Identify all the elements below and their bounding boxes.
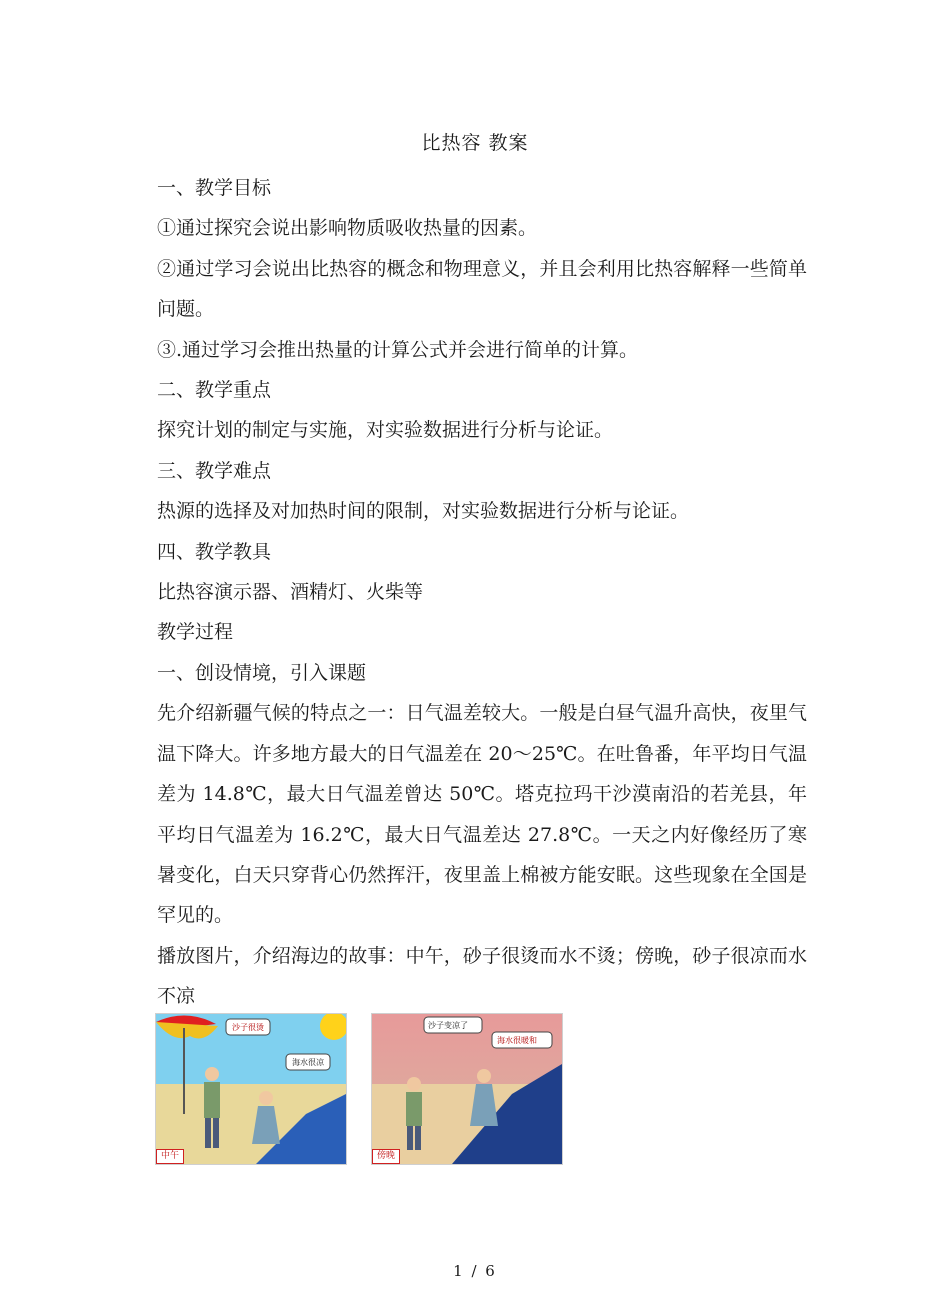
climate-paragraph: 先介绍新疆气候的特点之一：日气温差较大。一般是白昼气温升高快，夜里气温下降大。许多地方最大的日气温差在 20～25℃。在吐鲁番，年平均日气温差为 14.8℃，最大日气温差曾达 50℃。塔克拉玛干沙漠南沿的若羌县，年平均日气温差为 16.2℃，最大日气温差达 27.8℃。一天之内好像经历了寒暑变化，白天只穿背心仍然挥汗，夜里盖上棉被方能安眠。这些现象在全国是罕见的。	[157, 702, 807, 927]
objective-2: ②通过学习会说出比热容的概念和物理意义，并且会利用比热容解释一些简单问题。	[157, 257, 807, 321]
document-title: 比热容 教案	[421, 132, 529, 154]
page-number: 1 / 6	[453, 1262, 497, 1280]
noon-panel	[155, 1013, 347, 1165]
heading-objectives: 一、教学目标	[157, 177, 272, 199]
noon-bubble-man: 沙子很烫	[232, 1023, 264, 1032]
evening-bubble-girl: 海水很暖和	[497, 1036, 537, 1045]
evening-tag: 傍晚	[372, 1149, 400, 1164]
heading-teaching-aids: 四、教学教具	[157, 540, 272, 563]
noon-bubble-girl: 海水很凉	[292, 1058, 324, 1067]
objective-3: ③.通过学习会推出热量的计算公式并会进行简单的计算。	[157, 338, 639, 361]
heading-key-points: 二、教学重点	[157, 379, 272, 402]
heading-process: 教学过程	[157, 621, 234, 644]
key-points-text: 探究计划的制定与实施，对实验数据进行分析与论证。	[157, 419, 614, 442]
beach-story-paragraph: 播放图片，介绍海边的故事：中午，砂子很烫而水不烫；傍晚，砂子很凉而水不凉	[157, 944, 807, 1008]
beach-illustration	[155, 1013, 563, 1163]
heading-difficulties: 三、教学难点	[157, 459, 272, 482]
heading-step-1: 一、创设情境，引入课题	[157, 661, 367, 684]
evening-bubble-man: 沙子变凉了	[428, 1021, 468, 1030]
difficulties-text: 热源的选择及对加热时间的限制，对实验数据进行分析与论证。	[157, 500, 690, 523]
objective-1: ①通过探究会说出影响物质吸收热量的因素。	[157, 217, 538, 240]
noon-scene	[156, 1014, 346, 1164]
document-body	[157, 168, 807, 1017]
noon-tag: 中午	[156, 1149, 184, 1164]
teaching-aids-text: 比热容演示器、酒精灯、火柴等	[157, 581, 424, 604]
evening-panel	[371, 1013, 563, 1165]
